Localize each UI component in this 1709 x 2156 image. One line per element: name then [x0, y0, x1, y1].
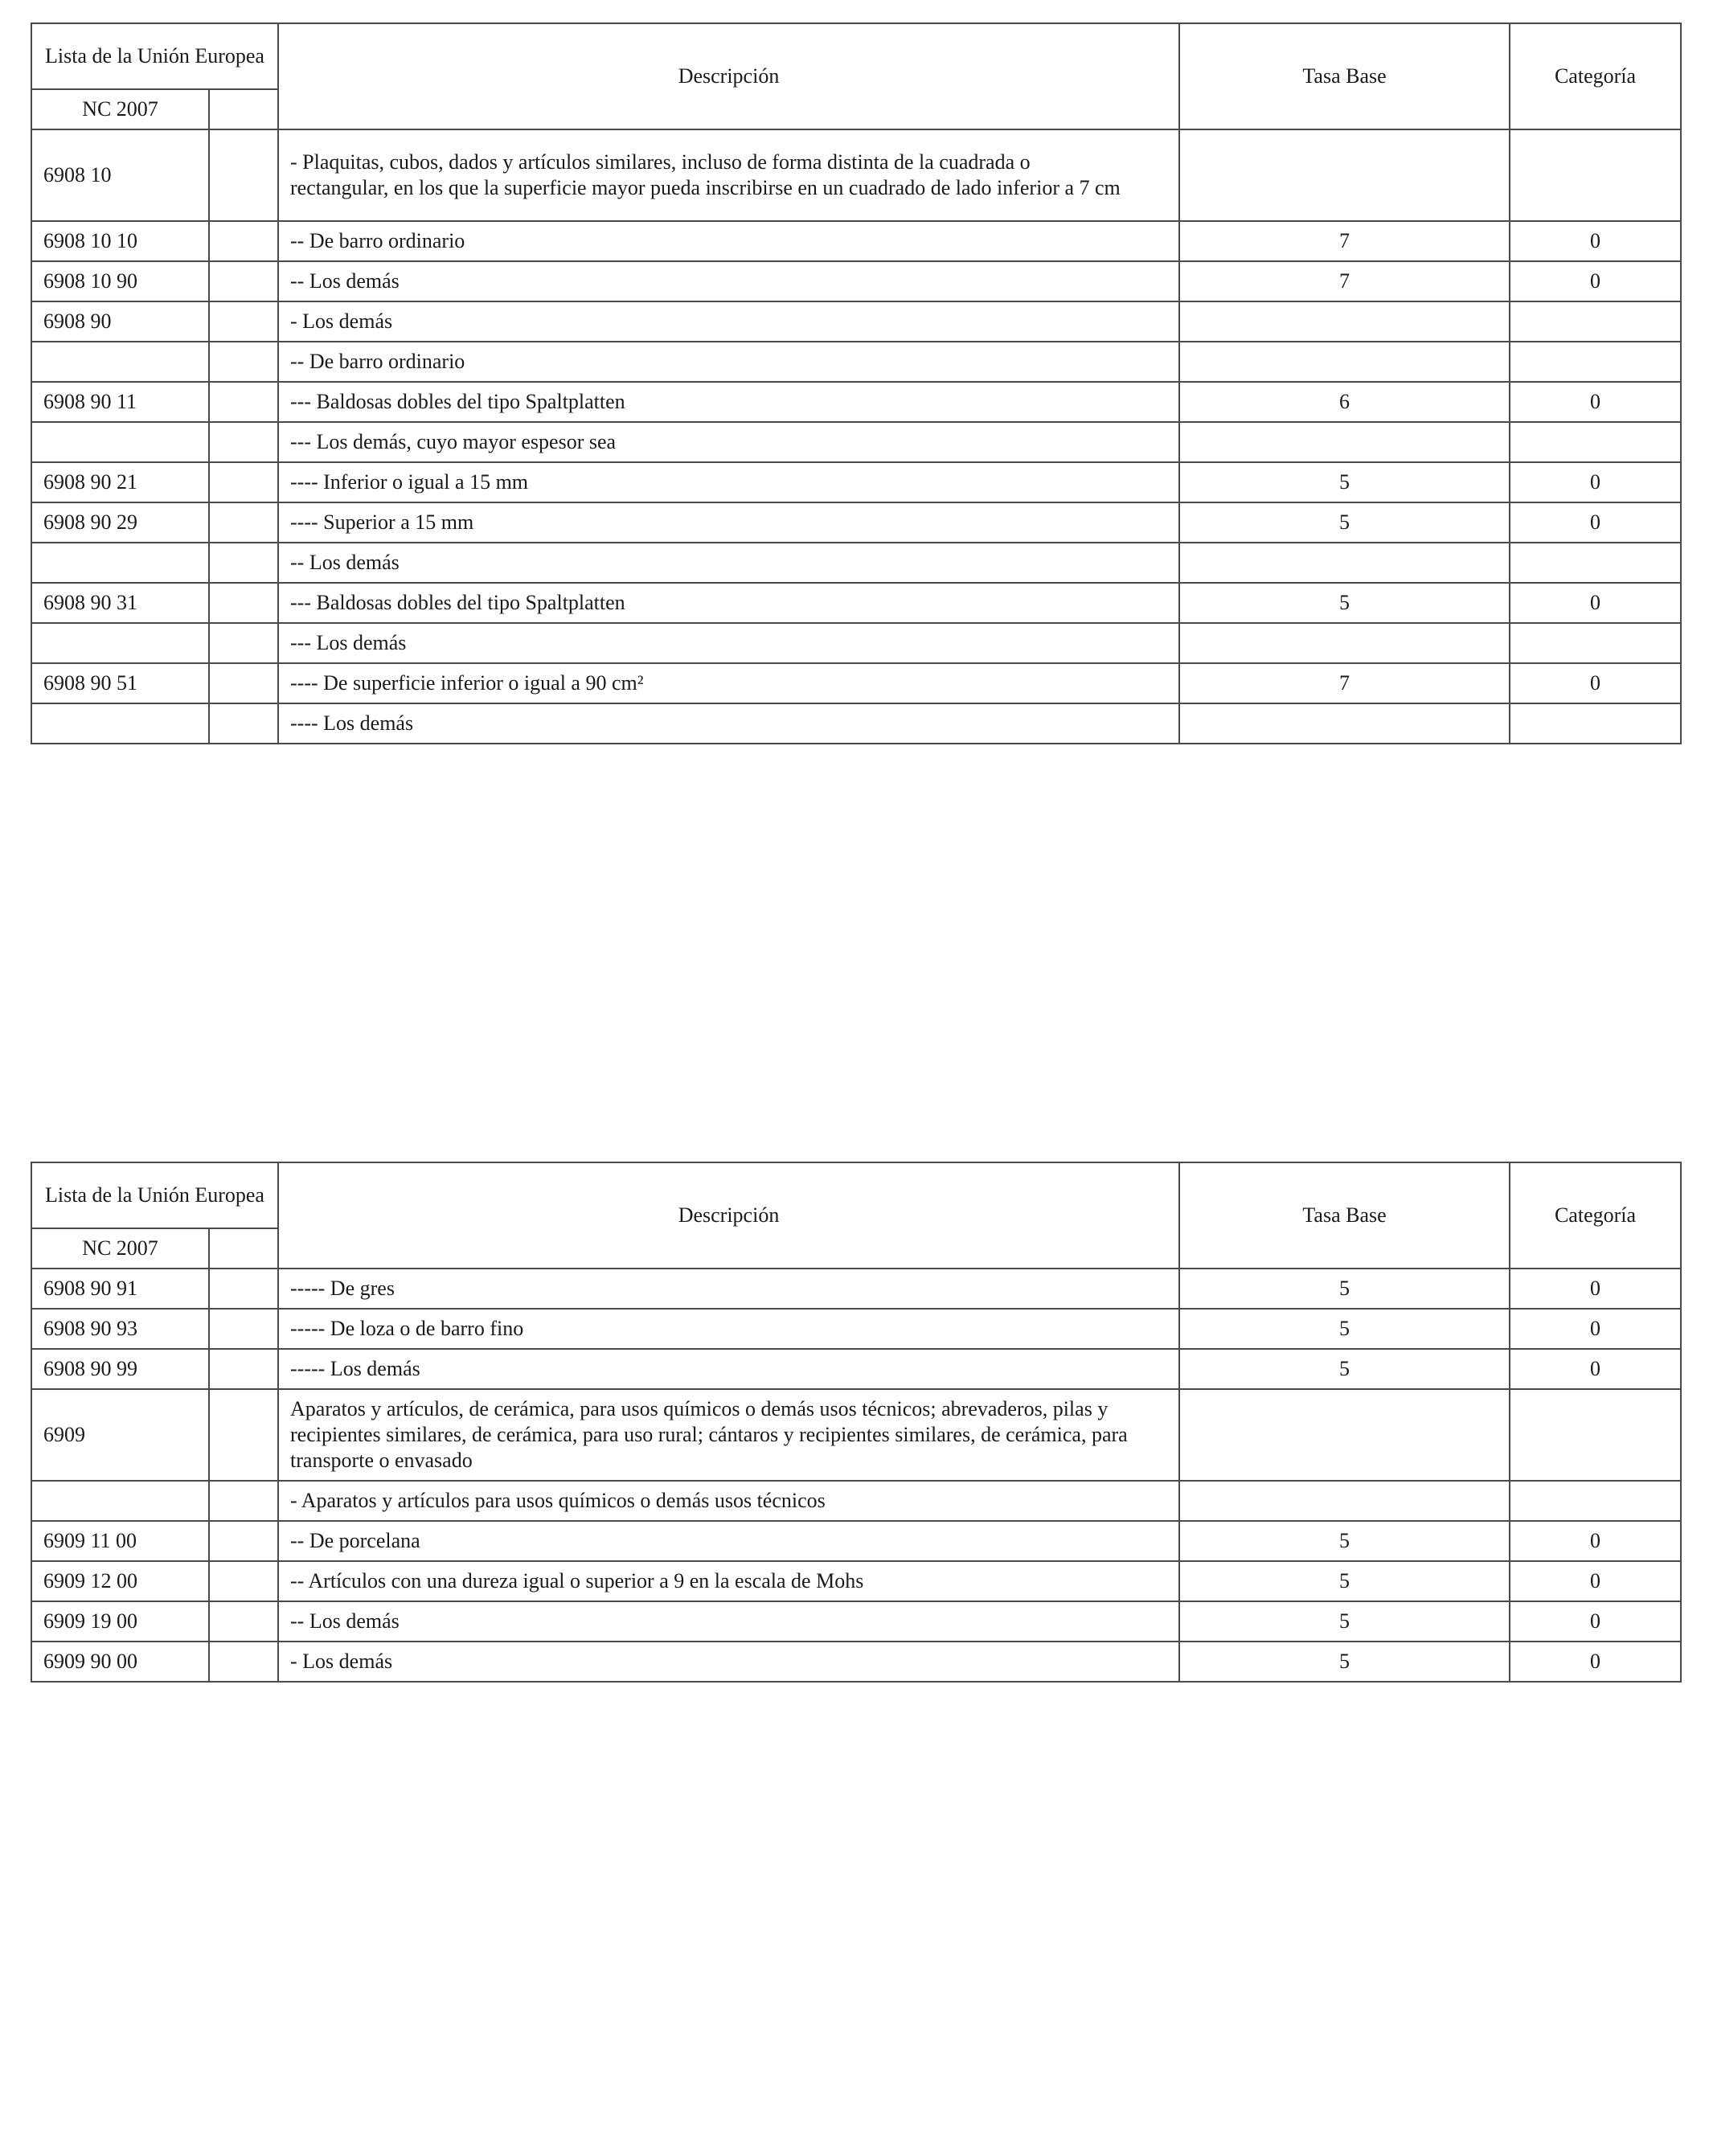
code-cell: 6908 90 91 — [31, 1269, 209, 1309]
rate-cell — [1179, 422, 1510, 462]
empty-cell — [209, 221, 278, 261]
code-cell: 6908 90 29 — [31, 502, 209, 543]
table-row — [31, 1642, 1681, 1682]
code-cell: 6909 90 00 — [31, 1642, 209, 1682]
rate-cell — [1179, 703, 1510, 744]
category-cell: 0 — [1510, 382, 1681, 422]
header-eu-list: Lista de la Unión Europea — [31, 1162, 278, 1228]
rate-cell: 5 — [1179, 1269, 1510, 1309]
category-cell: 0 — [1510, 502, 1681, 543]
code-cell: 6909 12 00 — [31, 1561, 209, 1601]
rate-cell — [1179, 623, 1510, 663]
rate-cell: 7 — [1179, 261, 1510, 301]
rate-cell: 5 — [1179, 502, 1510, 543]
table-row — [31, 623, 1681, 663]
tariff-table — [31, 1162, 1682, 1683]
header-base-rate: Tasa Base — [1179, 23, 1510, 129]
code-cell: 6908 10 — [31, 129, 209, 221]
category-cell: 0 — [1510, 583, 1681, 623]
code-cell: 6909 11 00 — [31, 1521, 209, 1561]
description-cell: ----- Los demás — [278, 1349, 1179, 1389]
empty-cell — [209, 1642, 278, 1682]
header-empty-cell — [209, 1228, 278, 1269]
table-row — [31, 1269, 1681, 1309]
rate-cell: 5 — [1179, 1561, 1510, 1601]
code-cell: 6908 90 31 — [31, 583, 209, 623]
table-row — [31, 703, 1681, 744]
category-cell: 0 — [1510, 462, 1681, 502]
code-cell — [31, 543, 209, 583]
empty-cell — [209, 422, 278, 462]
description-cell: -- De porcelana — [278, 1521, 1179, 1561]
description-cell: ----- De gres — [278, 1269, 1179, 1309]
table-row — [31, 221, 1681, 261]
empty-cell — [209, 502, 278, 543]
description-cell: --- Baldosas dobles del tipo Spaltplatten — [278, 382, 1179, 422]
empty-cell — [209, 663, 278, 703]
empty-cell — [209, 543, 278, 583]
description-cell: ---- Los demás — [278, 703, 1179, 744]
table-row — [31, 1389, 1681, 1481]
empty-cell — [209, 623, 278, 663]
category-cell — [1510, 543, 1681, 583]
header-description: Descripción — [278, 23, 1179, 129]
header-empty-cell — [209, 89, 278, 129]
rate-cell: 7 — [1179, 221, 1510, 261]
description-cell: --- Los demás, cuyo mayor espesor sea — [278, 422, 1179, 462]
category-cell — [1510, 422, 1681, 462]
description-cell: ---- De superficie inferior o igual a 90 cm² — [278, 663, 1179, 703]
category-cell: 0 — [1510, 1642, 1681, 1682]
description-cell: ----- De loza o de barro fino — [278, 1309, 1179, 1349]
empty-cell — [209, 1481, 278, 1521]
table-row — [31, 1309, 1681, 1349]
empty-cell — [209, 1309, 278, 1349]
header-row — [31, 23, 1681, 89]
category-cell: 0 — [1510, 1269, 1681, 1309]
table-row — [31, 1561, 1681, 1601]
table-row — [31, 301, 1681, 342]
empty-cell — [209, 382, 278, 422]
description-cell: -- Los demás — [278, 1601, 1179, 1642]
empty-cell — [209, 342, 278, 382]
description-cell: - Plaquitas, cubos, dados y artículos similares, incluso de forma distinta de la cuadrada o rectangular, en los que la superficie mayor pueda inscribirse en un cuadrado de lado inferior a 7 cm — [278, 129, 1179, 221]
description-cell: - Los demás — [278, 301, 1179, 342]
category-cell: 0 — [1510, 1601, 1681, 1642]
category-cell: 0 — [1510, 1349, 1681, 1389]
description-cell: -- Los demás — [278, 261, 1179, 301]
header-category: Categoría — [1510, 1162, 1681, 1269]
header-eu-list: Lista de la Unión Europea — [31, 23, 278, 89]
code-cell — [31, 422, 209, 462]
table-row — [31, 543, 1681, 583]
rate-cell: 5 — [1179, 1349, 1510, 1389]
empty-cell — [209, 1269, 278, 1309]
table-row — [31, 342, 1681, 382]
table-body — [31, 1162, 1681, 1682]
code-cell — [31, 703, 209, 744]
empty-cell — [209, 1349, 278, 1389]
category-cell — [1510, 623, 1681, 663]
rate-cell — [1179, 129, 1510, 221]
code-cell: 6908 90 51 — [31, 663, 209, 703]
rate-cell: 5 — [1179, 1601, 1510, 1642]
category-cell: 0 — [1510, 1309, 1681, 1349]
code-cell: 6908 90 99 — [31, 1349, 209, 1389]
empty-cell — [209, 1601, 278, 1642]
category-cell — [1510, 1389, 1681, 1481]
description-cell: -- Los demás — [278, 543, 1179, 583]
rate-cell: 5 — [1179, 1642, 1510, 1682]
description-cell: - Los demás — [278, 1642, 1179, 1682]
empty-cell — [209, 261, 278, 301]
description-cell: --- Baldosas dobles del tipo Spaltplatten — [278, 583, 1179, 623]
rate-cell — [1179, 342, 1510, 382]
code-cell — [31, 623, 209, 663]
description-cell: ---- Superior a 15 mm — [278, 502, 1179, 543]
empty-cell — [209, 129, 278, 221]
description-cell: ---- Inferior o igual a 15 mm — [278, 462, 1179, 502]
table-row — [31, 583, 1681, 623]
table-row — [31, 663, 1681, 703]
table-row — [31, 1521, 1681, 1561]
category-cell — [1510, 1481, 1681, 1521]
rate-cell: 7 — [1179, 663, 1510, 703]
header-base-rate: Tasa Base — [1179, 1162, 1510, 1269]
category-cell: 0 — [1510, 663, 1681, 703]
header-row — [31, 1162, 1681, 1228]
empty-cell — [209, 583, 278, 623]
description-cell: -- Artículos con una dureza igual o superior a 9 en la escala de Mohs — [278, 1561, 1179, 1601]
rate-cell: 5 — [1179, 1309, 1510, 1349]
code-cell: 6909 — [31, 1389, 209, 1481]
rate-cell — [1179, 1389, 1510, 1481]
rate-cell: 5 — [1179, 462, 1510, 502]
code-cell: 6909 19 00 — [31, 1601, 209, 1642]
code-cell: 6908 90 — [31, 301, 209, 342]
category-cell — [1510, 301, 1681, 342]
code-cell — [31, 342, 209, 382]
header-description: Descripción — [278, 1162, 1179, 1269]
rate-cell: 5 — [1179, 583, 1510, 623]
table-row — [31, 1481, 1681, 1521]
rate-cell — [1179, 1481, 1510, 1521]
empty-cell — [209, 462, 278, 502]
rate-cell — [1179, 301, 1510, 342]
category-cell — [1510, 129, 1681, 221]
table-body — [31, 23, 1681, 744]
code-cell: 6908 90 21 — [31, 462, 209, 502]
description-cell: -- De barro ordinario — [278, 342, 1179, 382]
table-row — [31, 1349, 1681, 1389]
description-cell: -- De barro ordinario — [278, 221, 1179, 261]
table-row — [31, 1601, 1681, 1642]
rate-cell: 6 — [1179, 382, 1510, 422]
empty-cell — [209, 1561, 278, 1601]
rate-cell: 5 — [1179, 1521, 1510, 1561]
header-nc-2007: NC 2007 — [31, 89, 209, 129]
table-row — [31, 502, 1681, 543]
code-cell: 6908 90 93 — [31, 1309, 209, 1349]
table-row — [31, 129, 1681, 221]
description-cell: - Aparatos y artículos para usos químicos o demás usos técnicos — [278, 1481, 1179, 1521]
category-cell — [1510, 342, 1681, 382]
code-cell: 6908 10 90 — [31, 261, 209, 301]
code-cell — [31, 1481, 209, 1521]
table-row — [31, 422, 1681, 462]
header-category: Categoría — [1510, 23, 1681, 129]
table-row — [31, 261, 1681, 301]
code-cell: 6908 10 10 — [31, 221, 209, 261]
category-cell — [1510, 703, 1681, 744]
tariff-table — [31, 23, 1682, 744]
header-nc-2007: NC 2007 — [31, 1228, 209, 1269]
category-cell: 0 — [1510, 1521, 1681, 1561]
empty-cell — [209, 703, 278, 744]
table-row — [31, 382, 1681, 422]
table-row — [31, 462, 1681, 502]
category-cell: 0 — [1510, 221, 1681, 261]
category-cell: 0 — [1510, 1561, 1681, 1601]
code-cell: 6908 90 11 — [31, 382, 209, 422]
rate-cell — [1179, 543, 1510, 583]
category-cell: 0 — [1510, 261, 1681, 301]
empty-cell — [209, 301, 278, 342]
description-cell: Aparatos y artículos, de cerámica, para usos químicos o demás usos técnicos; abrevaderos, pilas y recipientes similares, de cerámica, para uso rural; cántaros y recipientes similares, de cerámica, para transporte o envasado — [278, 1389, 1179, 1481]
description-cell: --- Los demás — [278, 623, 1179, 663]
empty-cell — [209, 1389, 278, 1481]
empty-cell — [209, 1521, 278, 1561]
